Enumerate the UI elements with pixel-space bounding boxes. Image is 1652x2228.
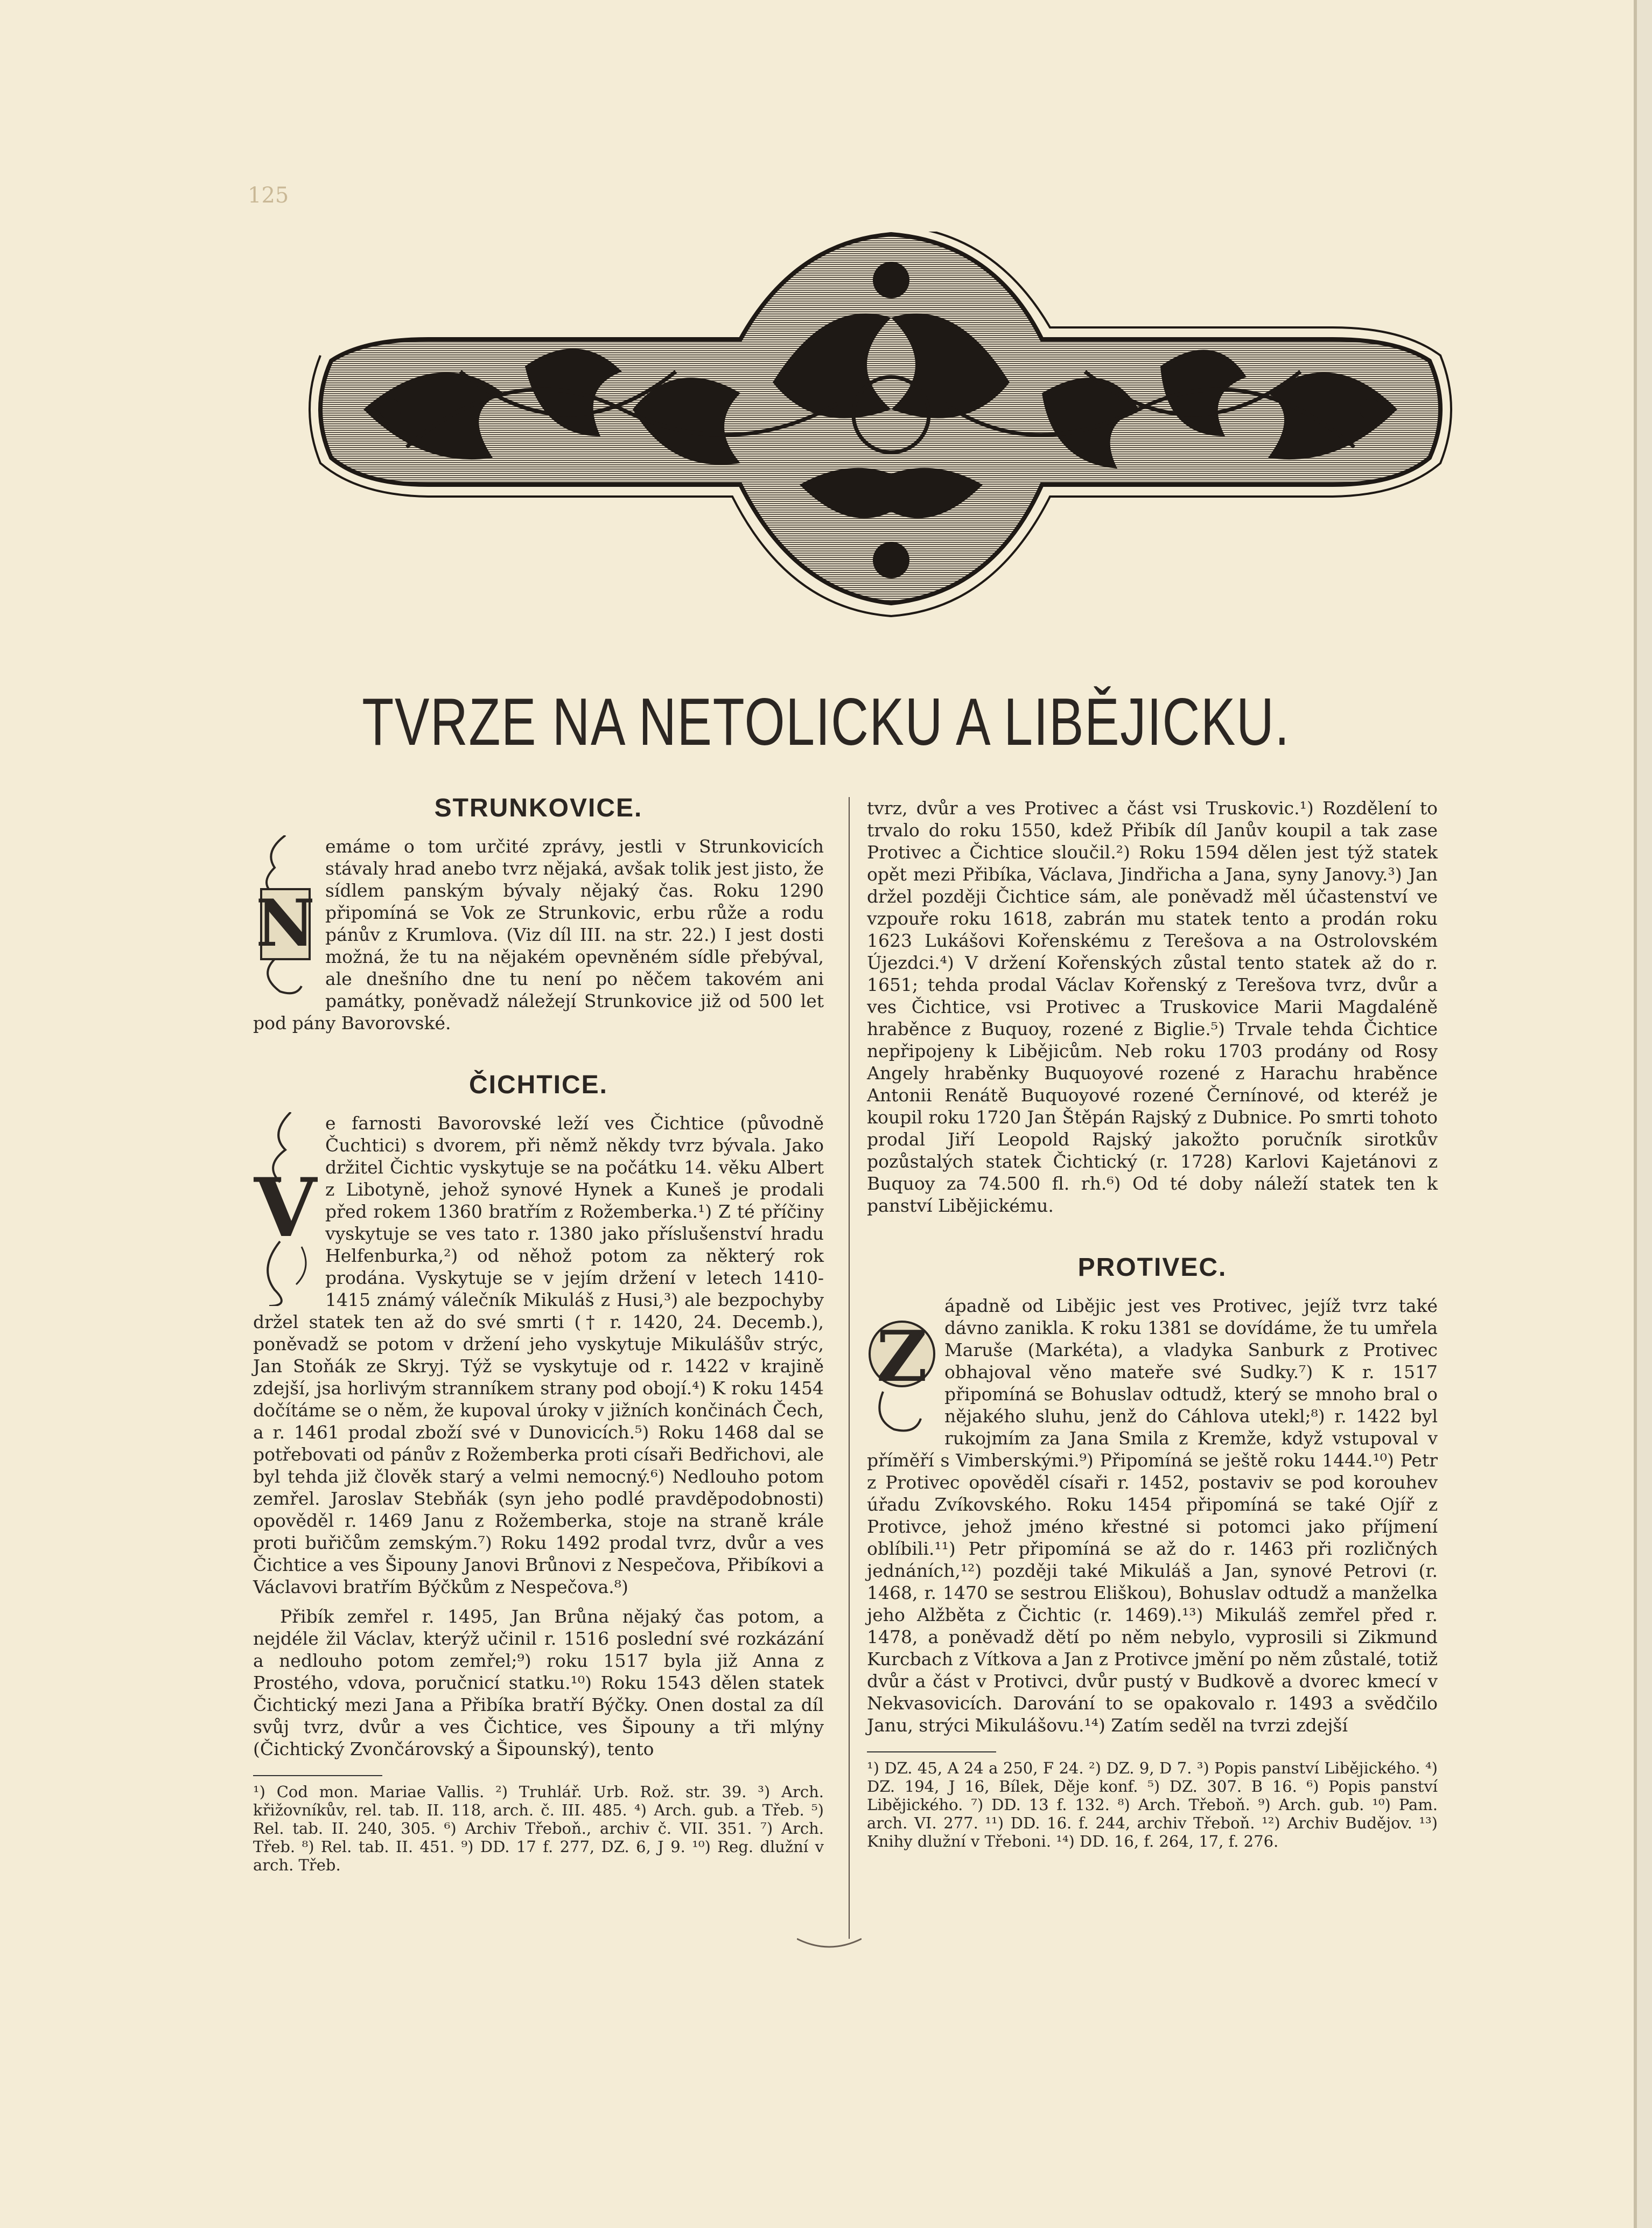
decorative-initial-v xyxy=(253,1112,318,1306)
section-heading-strunkovice: STRUNKOVICE. xyxy=(434,794,643,822)
section-heading-cichtice: ČICHTICE. xyxy=(469,1071,608,1099)
right-column xyxy=(867,797,1438,1850)
left-column xyxy=(253,794,824,1874)
decorative-initial-z xyxy=(867,1295,937,1435)
protivec-text: ápadně od Libějic jest ves Protivec, jejíž tvrz také dávno zanikla. K roku 1381 se dovídáme, že tu umřela Maruše (Markéta), a vladyka Sanburk z Protivec obhajoval věno mateře své Sudky.⁷) K r. 1517 připomíná se Bohuslav odtudž, který se mnoho bral o nějakého sluhu, jenž do Cáhlova utekl;⁸) r. 1422 byl rukojmím za Jana Smila z Kremže, když vstupoval v příměří s Vimberskými.⁹) Připomíná se ještě roku 1444.¹⁰) Petr z Protivec opověděl císaři r. 1452, postaviv se pod korouhev úřadu Zvíkovského. Roku 1454 připomíná se také Ojíř z Protivce, jehož jméno křestné si potomci jako příjmení oblíbili.¹¹) Petr připomíná se až do r. 1463 při rozličných jednáních,¹²) později také Mikuláš a Jan, synové Petrovi (r. 1468, r. 1470 se sestrou Eliškou), Bohuslav odtudž a manželka jeho Alžběta z Čichtic (r. 1469).¹³) Mikuláš zemřel před r. 1478, a poněvadž dětí po něm nebylo, vyprosili si Zikmund Kurcbach z Vítkova a Jan z Protivce jmění po něm zůstalé, totiž dvůr a část v Protivci, dvůr pustý v Budkově a dvorec kmecí v Nekvasovicích. Darování to se opakovalo r. 1493 a svědčilo Janu, strýci Mikulášovu.¹⁴) Zatím seděl na tvrzi zdejší xyxy=(867,1295,1438,1736)
footnote-rule xyxy=(253,1775,382,1776)
svg-text:V: V xyxy=(254,1161,317,1255)
svg-text:N: N xyxy=(256,885,315,961)
footnotes-right: ¹) DZ. 45, A 24 a 250, F 24. ²) DZ. 9, D 7. ³) Popis panství Libějického. ⁴) DZ. 194, J 16, Bílek, Děje konf. ⁵) DZ. 307. B 16. ⁶) Popis panství Libějického. ⁷) DD. 13 f. 132. ⁸) Arch. Třeboň. ⁹) Arch. gub. ¹⁰) Pam. arch. VI. 277. ¹¹) DD. 16. f. 244, archiv Třeboň. ¹²) Archiv Budějov. ¹³) Knihy dlužní v Třeboni. ¹⁴) DD. 16, f. 264, 17, f. 276. xyxy=(867,1759,1438,1850)
cichtice-continued-text: tvrz, dvůr a ves Protivec a část vsi Truskovic.¹) Rozdělení to trvalo do roku 1550, kdež Přibík díl Janův koupil a tak zase Protivec a Čichtice sloučil.²) Roku 1594 dělen jest týž statek opět mezi Přibíka, Václava, Jindřicha a Jana, syny Janovy.³) Jan držel později Čichtice sám, ale poněvadž měl účastenství ve vzpouře roku 1618, zabrán mu statek tento a prodán roku 1623 Lukášovi Kořenskému z Terešova a na Ostrolovském Újezdci.⁴) V držení Kořenských zůstal tento statek až do r. 1651; tehda prodal Václav Kořenský z Terešova tvrz, dvůr a ves Čichtice, vsi Protivec a Truskovice Marii Magdaléně hraběnce z Buquoy, rozené z Biglie.⁵) Trvale tehda Čichtice nepřipojeny k Libějicům. Neb roku 1703 prodány od Rosy Angely hraběnky Buquoyové rozené z Harachu hraběnce Antonii Renátě Buquoyové rozené Černínové, od kteréž je koupil roku 1720 Jan Štěpán Rajský z Dubnice. Po smrti tohoto prodal Jiří Leopold Rajský jakožto poručník sirotkův pozůstalých statek Čichtický (r. 1728) Karlovi Kajetánovi z Buquoy za 74.500 fl. rh.⁶) Od té doby náleží statek ten k panství Libějickému. xyxy=(867,798,1438,1216)
decorative-initial-n xyxy=(253,835,318,997)
ornamental-headpiece xyxy=(299,232,1462,619)
column-divider xyxy=(849,797,850,1939)
cichtice-text-2: Přibík zemřel r. 1495, Jan Brůna nějaký čas potom, a nejdéle žil Václav, kterýž učinil r. 1516 poslední své rozkázání a nedlouho potom zemřel;⁹) roku 1517 byla již Anna z Prostého, vdova, poručnicí statku.¹⁰) Roku 1543 dělen statek Čichtický mezi Jana a Přibíka bratří Býčky. Onen dostal za díl svůj tvrz, dvůr a ves Čichtice, ves Šipouny a tři mlýny (Čichtický Zvončárovský a Šipounský), tento xyxy=(253,1606,824,1759)
strunkovice-text: emáme o tom určité zprávy, jestli v Strunkovicích stávaly hrad anebo tvrz nějaká, avšak tolik jest jisto, že sídlem panským bývaly nějaký čas. Roku 1290 připomíná se Vok ze Strunkovic, erbu růže a rodu pánův z Krumlova. (Viz díl III. na str. 22.) I jest dosti možná, že tu na nějakém opevněném sídle přebýval, ale dnešního dne tu není po něčem takovém ani památky, poněvadž náležejí Strunkovice již od 500 let pod pány Bavorovské. xyxy=(253,836,824,1033)
svg-text:Z: Z xyxy=(876,1315,928,1398)
page-title: TVRZE NA NETOLICKU A LIBĚJICKU. xyxy=(362,685,1290,759)
page-edge xyxy=(1637,0,1652,2228)
faint-page-mark: 125 xyxy=(248,183,289,208)
cichtice-text-1: e farnosti Bavorovské leží ves Čichtice (původně Čuchtici) s dvorem, při němž někdy tvrz bývala. Jako držitel Čichtic vyskytuje se na počátku 14. věku Albert z Libotyně, jehož synové Hynek a Kuneš je prodali před rokem 1360 bratřím z Rožemberka.¹) Z té příčiny vyskytuje se ves tato r. 1380 jako příslušenství hradu Helfenburka,²) od něhož potom za některý rok prodána. Vyskytuje se v jejím držení v letech 1410-1415 známý válečník Mikuláš z Husi,³) ale bezpochyby držel statek ten až do své smrti († r. 1420, 24. Decemb.), poněvadž se potom v držení jeho vyskytuje Mikulášův strýc, Jan Stoňák ze Skryj. Týž se vyskytuje od r. 1422 v krajině zdejší, jsa horlivým stranníkem strany pod obojí.⁴) K roku 1454 dočítáme se o něm, že kupoval úroky v jižních končinách Čech, a r. 1461 prodal zboží své v Dunovicích.⁵) Roku 1468 dal se potřebovati od pánův z Rožemberka proti císaři Bedřichovi, ale byl tehda již člověk starý a velmi nemocný.⁶) Nedlouho potom zemřel. Jaroslav Stebňák (syn jeho podlé pravděpodobnosti) opověděl r. 1469 Janu z Rožemberka, stoje na straně krále proti buřičům zemským.⁷) Roku 1492 prodal tvrz, dvůr a ves Čichtice a ves Šipouny Janovi Brůnovi z Nespečova, Přibíkovi a Václavovi bratřím Býčkům z Nespečova.⁸) xyxy=(253,1113,824,1597)
section-heading-protivec: PROTIVEC. xyxy=(1077,1253,1227,1282)
footnotes-left: ¹) Cod mon. Mariae Vallis. ²) Truhlář. Urb. Rož. str. 39. ³) Arch. křižovníkův, rel. tab. II. 118, arch. č. III. 485. ⁴) Arch. gub. a Třeb. ⁵) Rel. tab. II. 240, 305. ⁶) Archiv Třeboň., archiv č. VII. 351. ⁷) Arch. Třeb. ⁸) Rel. tab. II. 451. ⁹) DD. 17 f. 277, DZ. 6, J 9. ¹⁰) Reg. dlužní v arch. Třeb. xyxy=(253,1783,824,1874)
footnote-rule xyxy=(867,1751,996,1752)
bottom-ornament xyxy=(797,1933,862,1955)
